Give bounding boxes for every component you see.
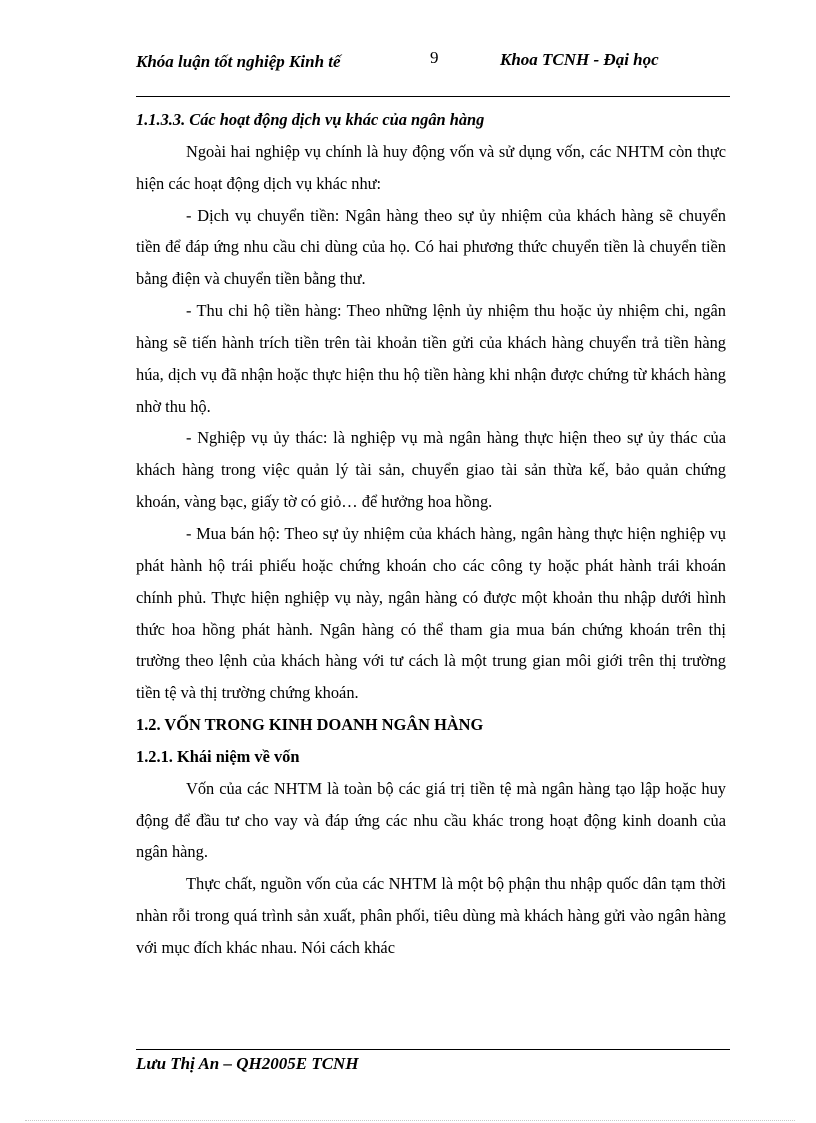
- page-number: 9: [430, 48, 439, 67]
- footer-divider: [136, 1049, 730, 1050]
- heading-section-1-2: 1.2. VỐN TRONG KINH DOANH NGÂN HÀNG: [136, 715, 484, 735]
- page-bottom-dotted-line: [25, 1120, 795, 1121]
- header-right: Khoa TCNH - Đại học: [500, 50, 659, 69]
- document-body: [136, 104, 726, 964]
- paragraph: - Nghiệp vụ ủy thác: là nghiệp vụ mà ngân hàng thực hiện theo sự ủy thác của khách hàng trong việc quản lý tài sản, chuyển giao tài sản thừa kế, bảo quản chứng khoán, vàng bạc, giấy tờ có giỏ… để hưởng hoa hồng.: [136, 428, 726, 512]
- footer-author: Lưu Thị An – QH2005E TCNH: [136, 1054, 359, 1073]
- heading-section-1-2-1: 1.2.1. Khái niệm về vốn: [136, 746, 300, 766]
- paragraph: - Dịch vụ chuyển tiền: Ngân hàng theo sự ủy nhiệm của khách hàng sẽ chuyển tiền để đáp ứng nhu cầu chi dùng của họ. Có hai phương thức chuyển tiền là chuyển tiền bằng điện và chuyển tiền bằng thư.: [136, 205, 726, 289]
- paragraph: - Thu chi hộ tiền hàng: Theo những lệnh ủy nhiệm thu hoặc ủy nhiệm chi, ngân hàng sẽ tiến hành trích tiền trên tài khoản tiền gửi của khách hàng chuyển trả tiền hàng húa, dịch vụ đã nhận hoặc thực hiện thu hộ tiền hàng khi nhận được chứng từ khách hàng nhờ thu hộ.: [136, 301, 726, 416]
- paragraph: Thực chất, nguồn vốn của các NHTM là một bộ phận thu nhập quốc dân tạm thời nhàn rỗi trong quá trình sản xuất, phân phối, tiêu dùng mà khách hàng gửi vào ngân hàng với mục đích khác nhau. Nói cách khác: [136, 874, 726, 957]
- header-left: Khóa luận tốt nghiệp Kinh tế: [136, 52, 341, 71]
- paragraph: - Mua bán hộ: Theo sự ủy nhiệm của khách hàng, ngân hàng thực hiện nghiệp vụ phát hành hộ trái phiếu hoặc chứng khoán cho các công ty hoặc phát hành trái khoán chính phủ. Thực hiện nghiệp vụ này, ngân hàng có được một khoản thu nhập dưới hình thức hoa hồng phát hành. Ngân hàng có thể tham gia mua bán chứng khoán trên thị trường theo lệnh của khách hàng với tư cách là một trung gian môi giới trên thị trường tiền tệ và thị trường chứng khoán.: [136, 523, 726, 703]
- paragraph: Ngoài hai nghiệp vụ chính là huy động vốn và sử dụng vốn, các NHTM còn thực hiện các hoạt động dịch vụ khác như:: [136, 141, 726, 193]
- section-title: 1.1.3.3. Các hoạt động dịch vụ khác của ngân hàng: [136, 110, 485, 129]
- paragraph: Vốn của các NHTM là toàn bộ các giá trị tiền tệ mà ngân hàng tạo lập hoặc huy động để đầu tư cho vay và đáp ứng các nhu cầu khác trong hoạt động kinh doanh của ngân hàng.: [136, 778, 726, 862]
- header-divider: [136, 96, 730, 97]
